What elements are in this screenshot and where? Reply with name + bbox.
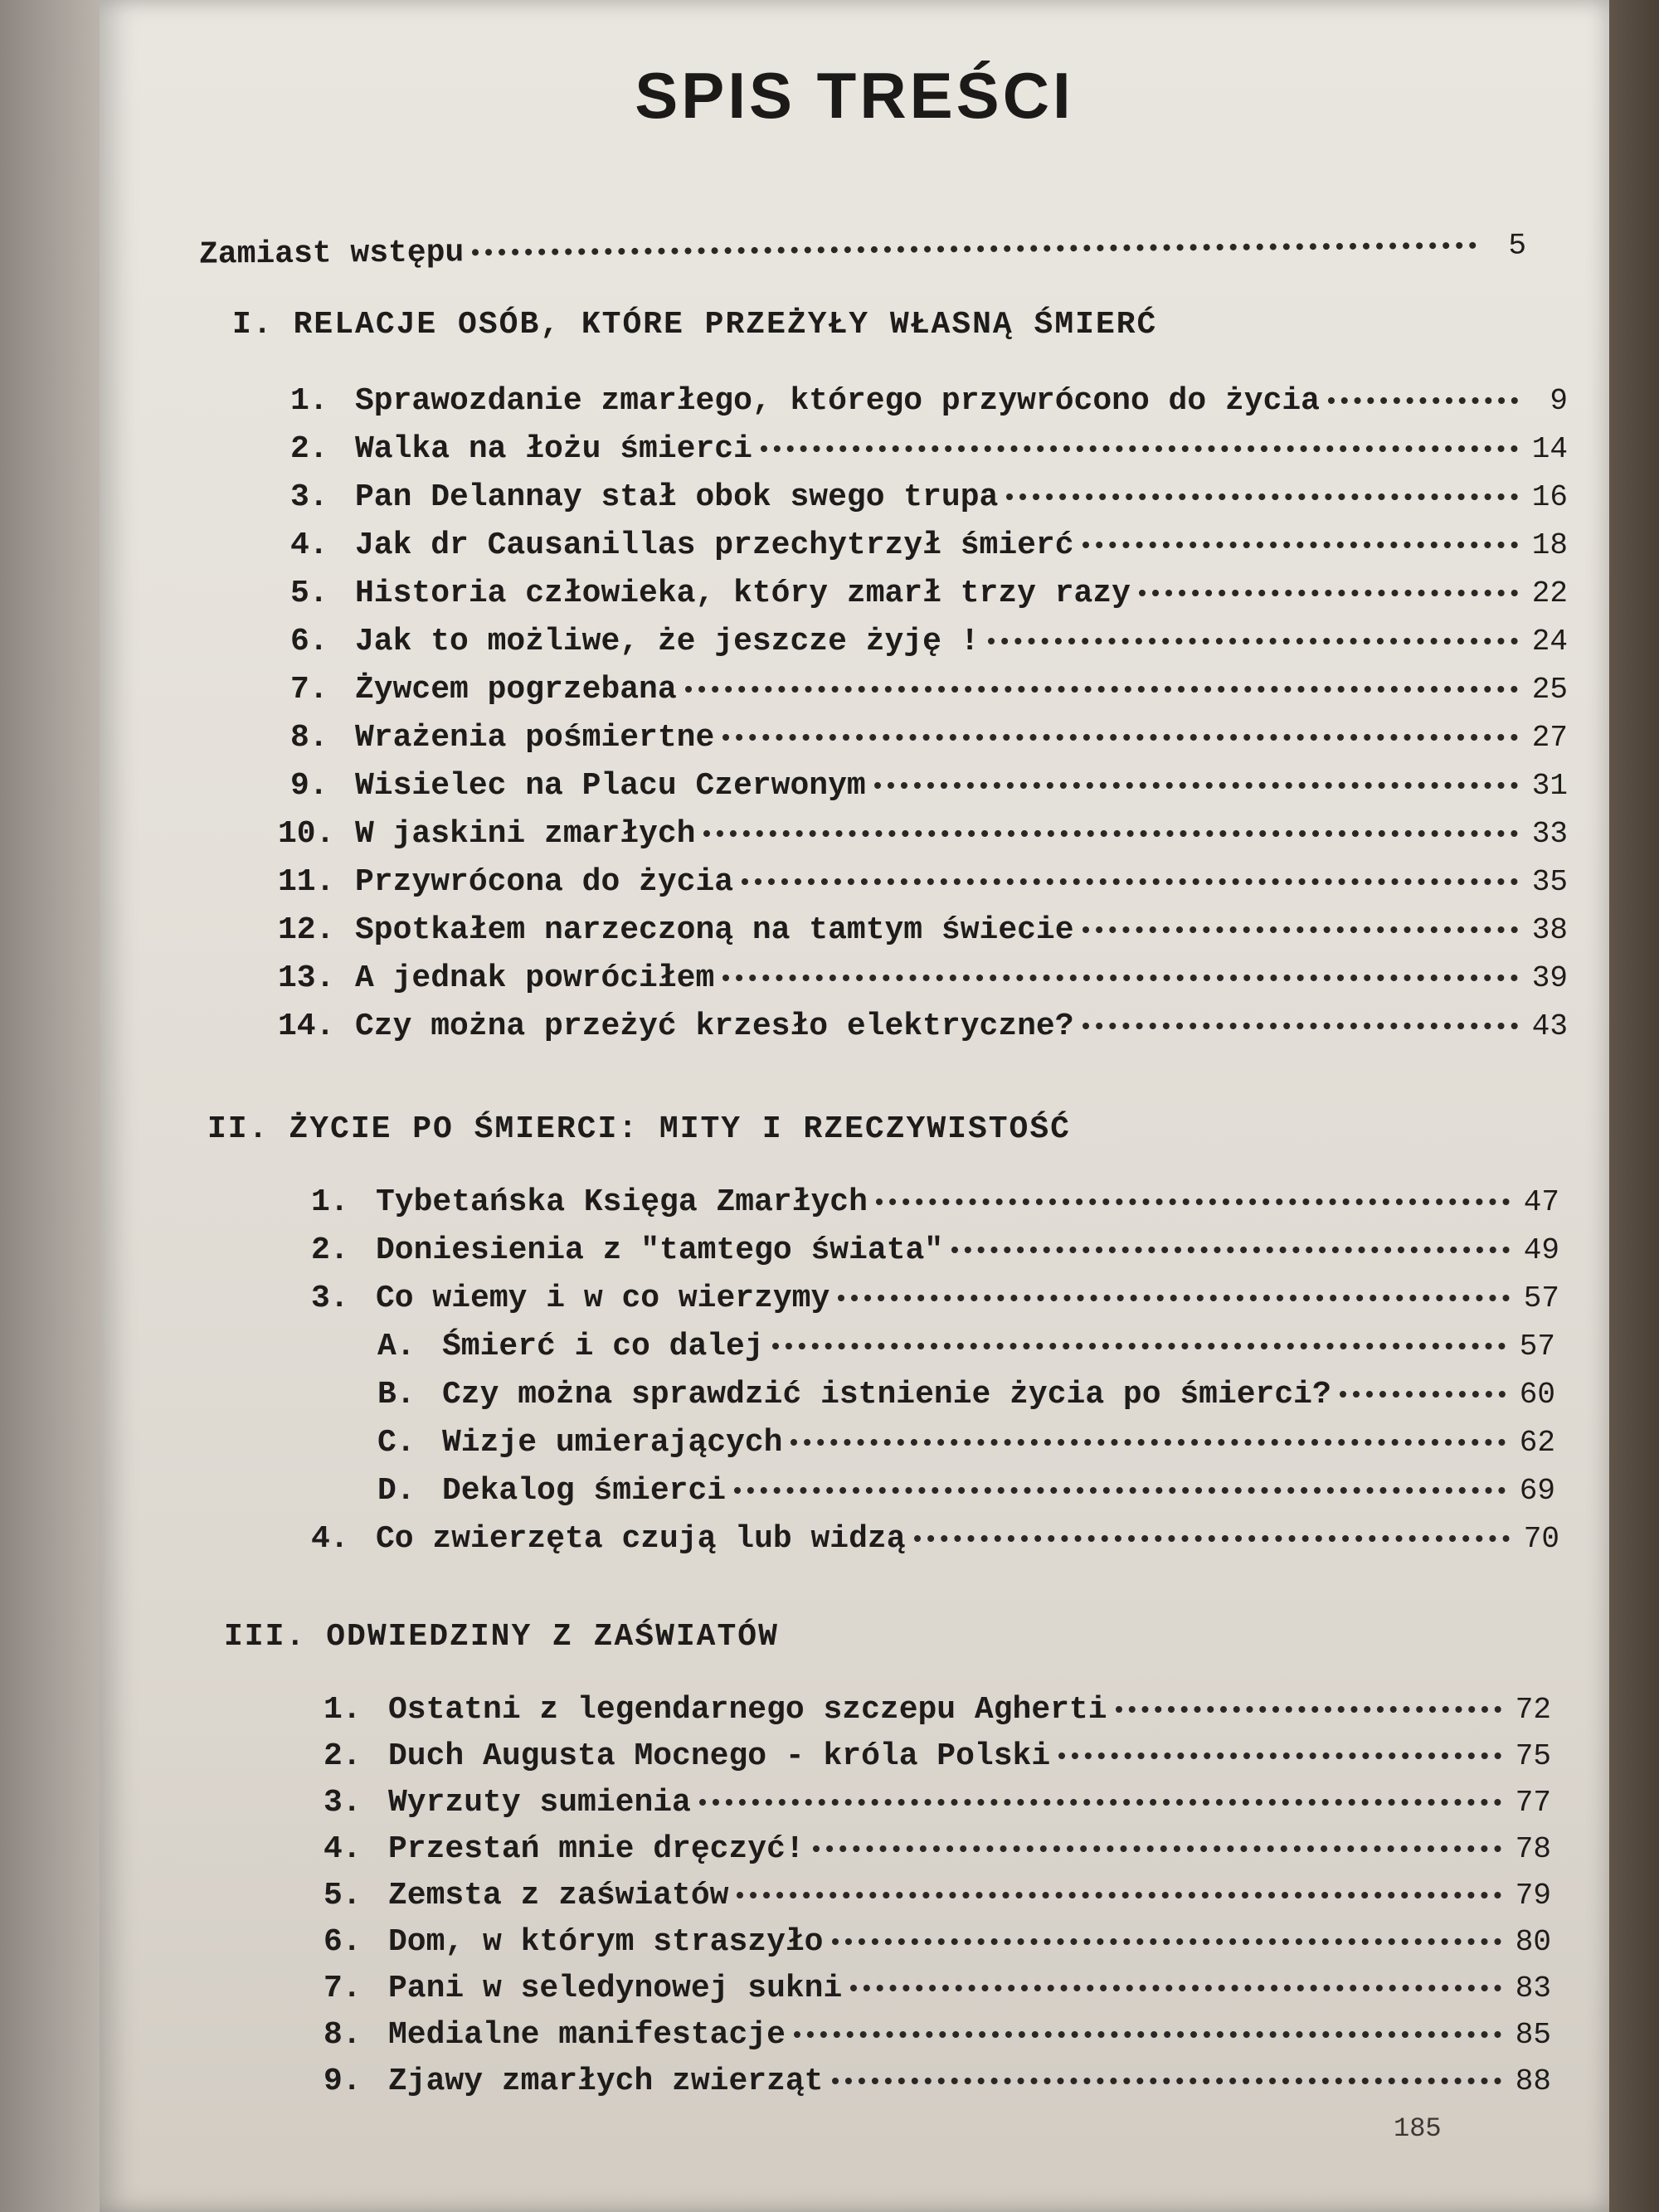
toc-page-number: 75 [1515, 1739, 1551, 1773]
toc-entry [311, 1232, 1559, 1268]
toc-page-number: 38 [1531, 913, 1568, 947]
toc-page-number: 60 [1519, 1378, 1555, 1412]
dot-leader [1082, 926, 1518, 933]
entry-number: 8. [324, 2017, 362, 2053]
dot-leader [685, 686, 1518, 693]
toc-entry [278, 816, 1568, 852]
toc-page-number: 49 [1523, 1233, 1559, 1267]
toc-entry-text: Śmierć i co dalej [442, 1329, 764, 1364]
dot-leader [734, 1487, 1506, 1494]
toc-entry-intro [199, 227, 1526, 272]
toc-page-number: 47 [1523, 1185, 1559, 1219]
section-title: ODWIEDZINY Z ZAŚWIATÓW [326, 1619, 779, 1655]
toc-entry [324, 1785, 1551, 1821]
toc-entry [290, 527, 1568, 563]
toc-entry-text: Zamiast wstępu [198, 235, 465, 273]
dot-leader [914, 1535, 1510, 1542]
entry-number: 12. [278, 912, 335, 948]
toc-entry-text: Zemsta z zaświatów [388, 1878, 729, 1913]
entry-number: 2. [324, 1738, 362, 1774]
toc-entry-text: Wizje umierających [442, 1425, 783, 1461]
dot-leader [1116, 1706, 1501, 1713]
toc-entry [290, 720, 1568, 756]
toc-entry [290, 479, 1568, 515]
toc-entry [278, 960, 1568, 996]
toc-entry-text: Czy można przeżyć krzesło elektryczne? [355, 1009, 1074, 1044]
toc-entry [311, 1521, 1559, 1557]
toc-page-number: 88 [1515, 2064, 1551, 2098]
entry-number: 8. [290, 720, 328, 756]
section-title: ŻYCIE PO ŚMIERCI: MITY I RZECZYWISTOŚĆ [289, 1111, 1071, 1147]
section-number: II. [207, 1111, 270, 1147]
toc-entry [324, 1831, 1551, 1867]
toc-entry-text: Co wiemy i w co wierzymy [376, 1281, 830, 1316]
dot-leader [722, 975, 1518, 981]
toc-page-number: 18 [1531, 528, 1568, 562]
dot-leader [699, 1799, 1501, 1806]
toc-entry-text: A jednak powróciłem [355, 960, 715, 996]
dot-leader [1328, 397, 1518, 404]
entry-number: 4. [311, 1521, 349, 1557]
toc-entry-text: Żywcem pogrzebana [355, 672, 677, 707]
dot-leader [722, 734, 1518, 741]
toc-entry [324, 1738, 1551, 1774]
entry-number: 5. [324, 1878, 362, 1913]
dot-leader [1082, 542, 1518, 548]
dot-leader [832, 2078, 1502, 2084]
toc-entry [377, 1377, 1555, 1412]
entry-number: D. [377, 1473, 416, 1509]
toc-page-number: 22 [1531, 576, 1568, 610]
section-title: RELACJE OSÓB, KTÓRE PRZEŻYŁY WŁASNĄ ŚMIERĆ [293, 307, 1158, 343]
toc-entry-text: Czy można sprawdzić istnienie życia po śmierci? [442, 1377, 1331, 1412]
dot-leader [876, 1198, 1510, 1205]
toc-entry [290, 431, 1568, 467]
toc-entry-text: Jak to możliwe, że jeszcze żyję ! [355, 624, 980, 659]
toc-entry [324, 1878, 1551, 1913]
toc-entry [311, 1281, 1559, 1316]
toc-entry [324, 2064, 1551, 2099]
page-number: 185 [1394, 2113, 1442, 2144]
dot-leader [1058, 1753, 1501, 1759]
dot-leader [794, 2031, 1501, 2038]
entry-number: B. [377, 1377, 416, 1412]
dot-leader [703, 830, 1518, 837]
toc-entry-text: Przywrócona do życia [355, 864, 734, 900]
entry-number: 13. [278, 960, 335, 996]
dot-leader [472, 242, 1477, 255]
toc-entry-text: W jaskini zmarłych [355, 816, 696, 852]
toc-entry-text: Historia człowieka, który zmarł trzy razy [355, 576, 1131, 611]
toc-entry [290, 672, 1568, 707]
toc-page-number: 77 [1515, 1786, 1551, 1820]
toc-entry [278, 1009, 1568, 1044]
toc-entry [377, 1473, 1555, 1509]
toc-entry [324, 1924, 1551, 1960]
toc-page-number: 78 [1515, 1832, 1551, 1866]
dot-leader [1006, 493, 1518, 500]
dot-leader [838, 1295, 1510, 1301]
toc-page-number: 27 [1531, 721, 1568, 755]
toc-page-number: 43 [1531, 1009, 1568, 1043]
toc-page-number: 85 [1515, 2018, 1551, 2052]
toc-page-number: 25 [1531, 673, 1568, 707]
section-number: I. [232, 307, 274, 343]
dot-leader [1340, 1391, 1506, 1398]
toc-entry-text: Sprawozdanie zmarłego, którego przywrócono do życia [355, 383, 1320, 419]
toc-entry-text: Doniesienia z "tamtego świata" [376, 1232, 944, 1268]
toc-entry-text: Medialne manifestacje [388, 2017, 786, 2053]
entry-number: A. [377, 1329, 416, 1364]
toc-entry [290, 383, 1568, 419]
dot-leader [951, 1247, 1510, 1253]
toc-entry-text: Zjawy zmarłych zwierząt [388, 2064, 824, 2099]
entry-number: 14. [278, 1009, 335, 1044]
dot-leader [988, 638, 1518, 644]
book-page [100, 0, 1609, 2212]
dot-leader [772, 1343, 1506, 1349]
toc-page-number: 80 [1515, 1925, 1551, 1959]
toc-entry [290, 624, 1568, 659]
entry-number: 3. [311, 1281, 349, 1316]
dot-leader [813, 1845, 1501, 1852]
toc-entry [377, 1329, 1555, 1364]
dot-leader [1082, 1023, 1518, 1029]
dot-leader [761, 445, 1518, 452]
entry-number: 4. [290, 527, 328, 563]
toc-entry [311, 1184, 1559, 1220]
toc-entry [324, 1971, 1551, 2006]
toc-entry [324, 2017, 1551, 2053]
entry-number: 1. [311, 1184, 349, 1220]
entry-number: 9. [290, 768, 328, 804]
page-title: SPIS TREŚCI [635, 59, 1074, 132]
toc-page-number: 14 [1531, 432, 1568, 466]
entry-number: 11. [278, 864, 335, 900]
toc-page-number: 16 [1531, 480, 1568, 514]
toc-entry-text: Przestań mnie dręczyć! [388, 1831, 805, 1867]
entry-number: 3. [290, 479, 328, 515]
entry-number: 10. [278, 816, 335, 852]
entry-number: 6. [324, 1924, 362, 1960]
dot-leader [737, 1892, 1501, 1898]
toc-entry [290, 768, 1568, 804]
toc-entry-text: Wisielec na Placu Czerwonym [355, 768, 866, 804]
toc-page-number: 57 [1523, 1281, 1559, 1315]
toc-page-number: 69 [1519, 1474, 1555, 1508]
dot-leader [850, 1985, 1501, 1991]
toc-page-number: 5 [1508, 228, 1527, 263]
toc-entry-text: Duch Augusta Mocnego - króla Polski [388, 1738, 1051, 1774]
entry-number: 4. [324, 1831, 362, 1867]
toc-entry-text: Spotkałem narzeczoną na tamtym świecie [355, 912, 1074, 948]
entry-number: C. [377, 1425, 416, 1461]
toc-page-number: 70 [1523, 1522, 1559, 1556]
toc-entry-text: Wyrzuty sumienia [388, 1785, 691, 1821]
toc-page-number: 35 [1531, 865, 1568, 899]
toc-entry [324, 1692, 1551, 1728]
section-number: III. [224, 1619, 307, 1655]
section-heading-1 [232, 307, 1157, 343]
toc-page-number: 39 [1531, 961, 1568, 995]
dot-leader [1139, 590, 1518, 596]
toc-entry-text: Pani w seledynowej sukni [388, 1971, 843, 2006]
entry-number: 5. [290, 576, 328, 611]
entry-number: 1. [290, 383, 328, 419]
section-heading-2 [207, 1111, 1071, 1147]
toc-page-number: 31 [1531, 769, 1568, 803]
dot-leader [874, 782, 1518, 789]
toc-entry-text: Wrażenia pośmiertne [355, 720, 715, 756]
toc-page-number: 9 [1550, 384, 1568, 418]
section-heading-3 [224, 1619, 779, 1655]
toc-entry-text: Jak dr Causanillas przechytrzył śmierć [355, 527, 1074, 563]
entry-number: 2. [290, 431, 328, 467]
entry-number: 7. [290, 672, 328, 707]
toc-page-number: 83 [1515, 1971, 1551, 2005]
toc-page-number: 79 [1515, 1879, 1551, 1913]
toc-entry-text: Co zwierzęta czują lub widzą [376, 1521, 906, 1557]
toc-page-number: 33 [1531, 817, 1568, 851]
toc-entry-text: Walka na łożu śmierci [355, 431, 752, 467]
toc-entry [278, 912, 1568, 948]
toc-entry-text: Dekalog śmierci [442, 1473, 727, 1509]
dot-leader [832, 1938, 1502, 1945]
entry-number: 1. [324, 1692, 362, 1728]
toc-entry [290, 576, 1568, 611]
toc-page-number: 62 [1519, 1426, 1555, 1460]
entry-number: 2. [311, 1232, 349, 1268]
toc-entry-text: Dom, w którym straszyło [388, 1924, 824, 1960]
toc-entry [377, 1425, 1555, 1461]
toc-page-number: 72 [1515, 1693, 1551, 1727]
toc-page-number: 57 [1519, 1330, 1555, 1364]
entry-number: 3. [324, 1785, 362, 1821]
entry-number: 9. [324, 2064, 362, 2099]
toc-entry-text: Ostatni z legendarnego szczepu Agherti [388, 1692, 1107, 1728]
toc-page-number: 24 [1531, 625, 1568, 659]
toc-entry-text: Tybetańska Księga Zmarłych [376, 1184, 868, 1220]
toc-entry-text: Pan Delannay stał obok swego trupa [355, 479, 999, 515]
toc-entry [278, 864, 1568, 900]
entry-number: 6. [290, 624, 328, 659]
dot-leader [742, 878, 1518, 885]
dot-leader [791, 1439, 1506, 1446]
entry-number: 7. [324, 1971, 362, 2006]
